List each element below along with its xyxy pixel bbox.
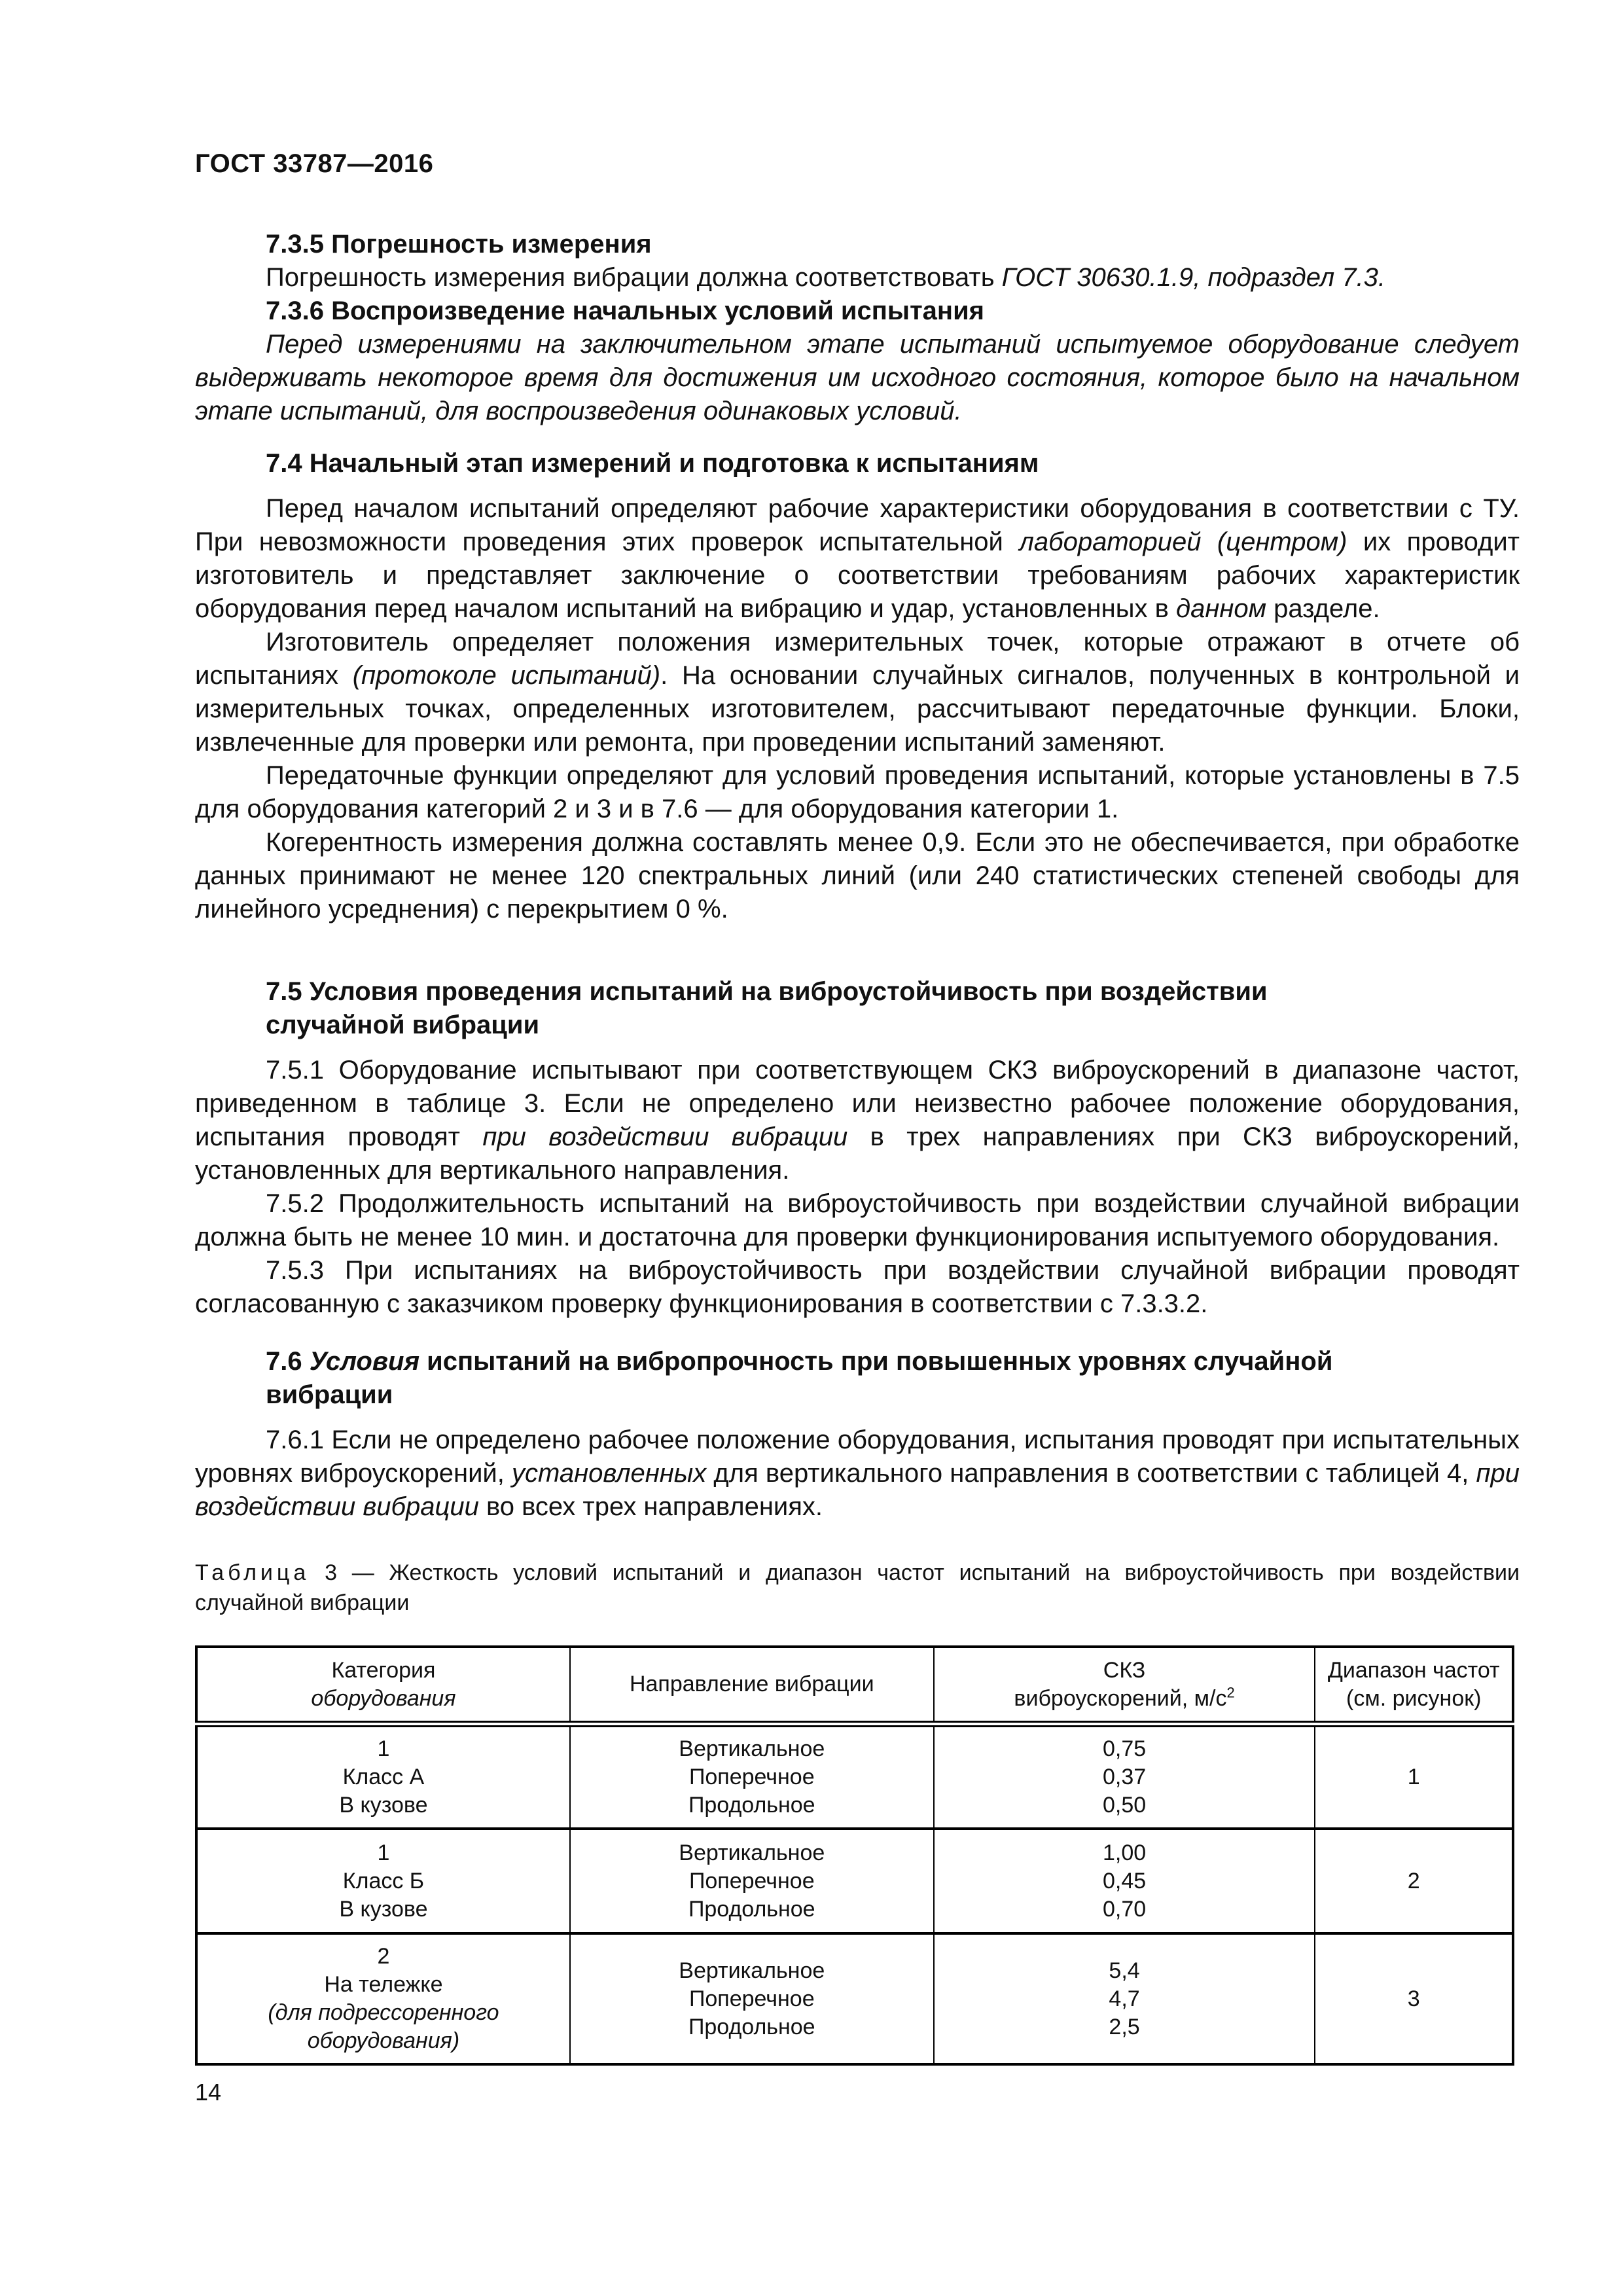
page-number: 14 xyxy=(195,2079,222,2106)
header-category: Категория оборудования xyxy=(196,1647,570,1724)
cell-direction: Вертикальное Поперечное Продольное xyxy=(570,1933,934,2064)
table-3 xyxy=(195,1645,1514,2066)
paragraph-7-3-5: Погрешность измерения вибрации должна соответствовать ГОСТ 30630.1.9, подраздел 7.3. xyxy=(266,263,1386,292)
paragraph-7-4-1: Перед началом испытаний определяют рабочие характеристики оборудования в соответствии с ТУ. При невозможности проведения этих проверок испытательной лабораторией (центром) их проводит изготовитель и представляет заключение о соответствии требованиям рабочих характеристик оборудования перед началом испытаний на вибрацию и удар, установленных в данном разделе. xyxy=(195,494,1520,623)
heading-7-4: 7.4 Начальный этап измерений и подготовка к испытаниям xyxy=(266,449,1039,478)
header-range: Диапазон частот (см. рисунок) xyxy=(1315,1647,1513,1724)
paragraph-7-3-6: Перед измерениями на заключительном этапе испытаний испытуемое оборудование следует выдерживать некоторое время для достижения им исходного состояния, которое было на начальном этапе испытаний, для воспроизведения одинаковых условий. xyxy=(195,330,1520,425)
cell-rms: 5,4 4,7 2,5 xyxy=(934,1933,1315,2064)
table-3-caption: Таблица 3 — Жесткость условий испытаний и диапазон частот испытаний на виброустойчивость при воздействии случайной вибрации xyxy=(195,1560,1520,1615)
paragraph-7-5-2: 7.5.2 Продолжительность испытаний на виброустойчивость при воздействии случайной вибрации должна быть не менее 10 мин. и достаточна для проверки функционирования испытуемого оборудования. xyxy=(195,1189,1520,1251)
paragraph-7-4-3: Передаточные функции определяют для условий проведения испытаний, которые установлены в 7.5 для оборудования категорий 2 и 3 и в 7.6 — для оборудования категории 1. xyxy=(195,761,1520,823)
header-direction: Направление вибрации xyxy=(570,1647,934,1724)
document-header: ГОСТ 33787—2016 xyxy=(195,149,434,178)
section-7-6 xyxy=(195,1345,1520,1524)
table-row xyxy=(196,1933,1513,2064)
table-row xyxy=(196,1724,1513,1829)
heading-7-3-6: 7.3.6 Воспроизведение начальных условий испытания xyxy=(266,296,985,325)
cell-rms: 1,00 0,45 0,70 xyxy=(934,1829,1315,1933)
cell-direction: Вертикальное Поперечное Продольное xyxy=(570,1829,934,1933)
cell-range: 2 xyxy=(1315,1829,1513,1933)
section-7-5 xyxy=(195,975,1520,1321)
paragraph-7-5-3: 7.5.3 При испытаниях на виброустойчивость при воздействии случайной вибрации проводят согласованную с заказчиком проверку функционирования в соответствии с 7.3.3.2. xyxy=(195,1256,1520,1318)
table-row xyxy=(196,1829,1513,1933)
heading-7-5: 7.5 Условия проведения испытаний на виброустойчивость при воздействии случайной вибрации xyxy=(266,977,1268,1039)
paragraph-7-4-4: Когерентность измерения должна составлять менее 0,9. Если это не обеспечивается, при обработке данных принимают не менее 120 спектральных линий (или 240 статистических степеней свободы для линейного усреднения) с перекрытием 0 %. xyxy=(195,828,1520,924)
cell-category: 1 Класс А В кузове xyxy=(196,1724,570,1829)
heading-7-3-5: 7.3.5 Погрешность измерения xyxy=(266,230,652,259)
cell-rms: 0,75 0,37 0,50 xyxy=(934,1724,1315,1829)
heading-7-6: 7.6 Условия испытаний на вибропрочность при повышенных уровнях случайной вибрации xyxy=(266,1347,1333,1409)
paragraph-7-4-2: Изготовитель определяет положения измерительных точек, которые отражают в отчете об испытаниях (протоколе испытаний). На основании случайных сигналов, полученных в контрольной и измерительных точках, определенных изготовителем, рассчитывают передаточные функции. Блоки, извлеченные для проверки или ремонта, при проведении испытаний заменяют. xyxy=(195,628,1520,757)
cell-direction: Вертикальное Поперечное Продольное xyxy=(570,1724,934,1829)
section-7-4 xyxy=(195,447,1520,926)
paragraph-7-6-1: 7.6.1 Если не определено рабочее положение оборудования, испытания проводят при испытательных уровнях виброускорений, установленных для вертикального направления в соответствии с таблицей 4, при воздействии вибрации во всех трех направлениях. xyxy=(195,1426,1520,1521)
header-rms: СКЗ виброускорений, $м/с^2$ xyxy=(934,1647,1315,1724)
section-7-3-5-7-3-6 xyxy=(195,228,1520,428)
table-header-row xyxy=(196,1647,1513,1724)
cell-range: 3 xyxy=(1315,1933,1513,2064)
cell-range: 1 xyxy=(1315,1724,1513,1829)
cell-category: 2 На тележке (для подрессоренного оборудования) xyxy=(196,1933,570,2064)
paragraph-7-5-1: 7.5.1 Оборудование испытывают при соответствующем СКЗ виброускорений в диапазоне частот, приведенном в таблице 3. Если не определено или неизвестно рабочее положение оборудования, испытания проводят при воздействии вибрации в трех направлениях при СКЗ виброускорений, установленных для вертикального направления. xyxy=(195,1056,1520,1185)
cell-category: 1 Класс Б В кузове xyxy=(196,1829,570,1933)
